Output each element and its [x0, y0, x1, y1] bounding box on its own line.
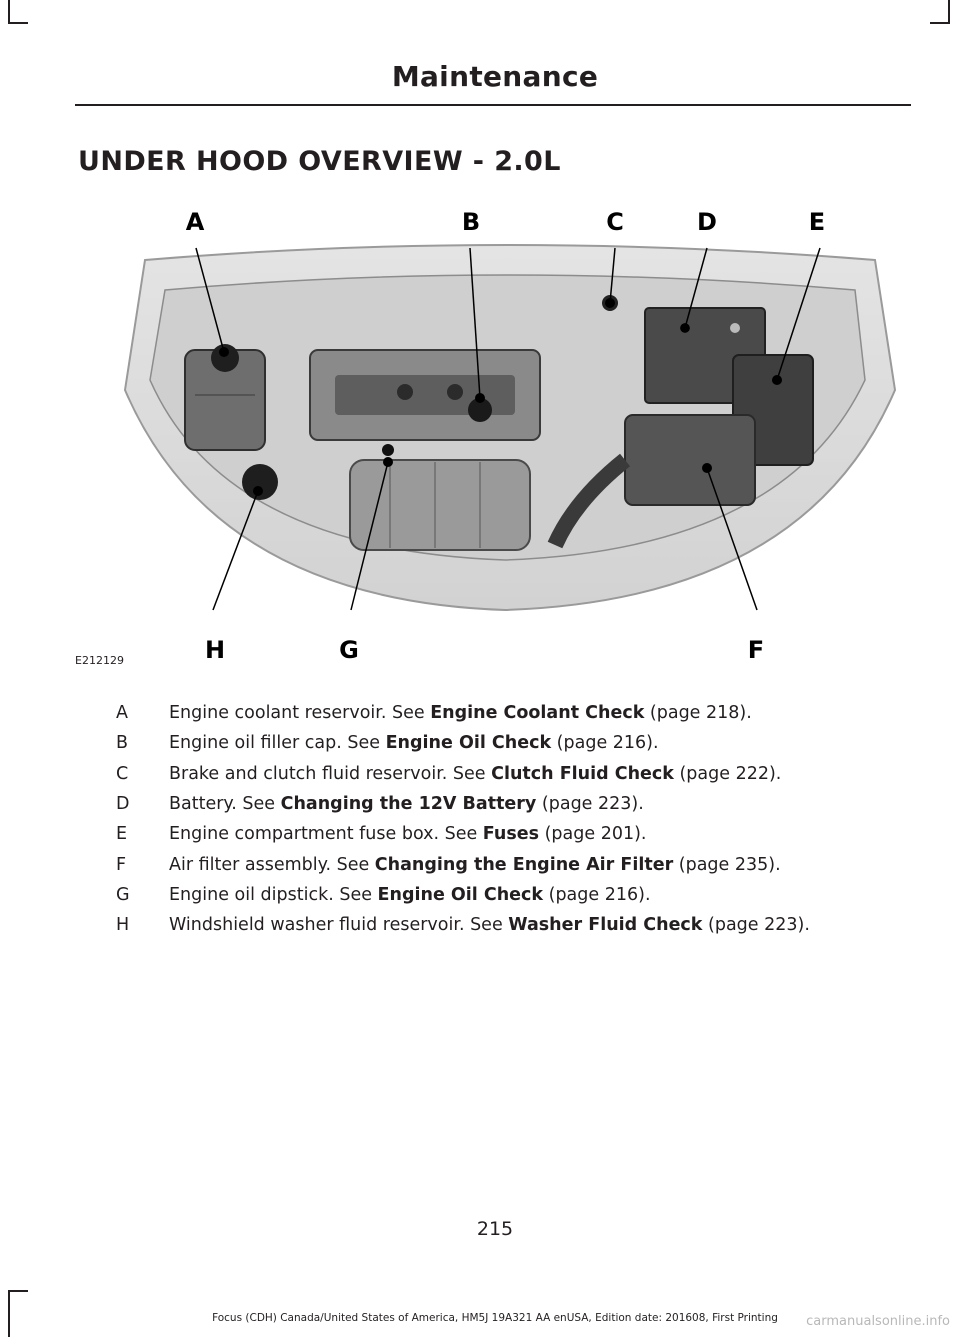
legend-text: Windshield washer fluid reservoir. See Washer Fluid Check (page 223). — [169, 915, 810, 936]
legend-row — [108, 880, 908, 910]
legend-row — [108, 728, 908, 758]
crop-mark — [8, 1290, 28, 1292]
callout-letter-c: C — [606, 208, 624, 236]
legend-letter: F — [116, 854, 127, 875]
crop-mark — [948, 0, 950, 24]
legend-row — [108, 819, 908, 849]
legend-letter: E — [116, 824, 128, 845]
cross-reference: Washer Fluid Check — [508, 915, 703, 936]
page-number: 215 — [476, 1218, 514, 1240]
legend-list — [108, 698, 908, 940]
section-title: UNDER HOOD OVERVIEW - 2.0L — [78, 146, 561, 177]
legend-letter: D — [116, 794, 130, 815]
legend-text: Engine oil dipstick. See Engine Oil Check (page 216). — [169, 884, 651, 905]
crop-mark — [8, 0, 10, 24]
legend-letter: G — [116, 884, 130, 905]
coolant-reservoir-shape — [185, 344, 265, 450]
legend-row — [108, 698, 908, 728]
crop-mark — [8, 22, 28, 24]
legend-row — [108, 759, 908, 789]
figure-id: E212129 — [75, 654, 124, 667]
callout-letter-f: F — [747, 636, 765, 664]
cross-reference: Fuses — [482, 824, 540, 845]
callout-letter-h: H — [204, 636, 226, 664]
cross-reference: Changing the Engine Air Filter — [374, 854, 674, 875]
legend-letter: B — [116, 733, 129, 754]
legend-text: Engine coolant reservoir. See Engine Coolant Check (page 218). — [169, 703, 752, 724]
legend-row — [108, 849, 908, 879]
legend-row — [108, 910, 908, 940]
callout-letter-e: E — [808, 208, 826, 236]
legend-letter: H — [116, 915, 130, 936]
callout-letter-b: B — [461, 208, 481, 236]
footer-text: Focus (CDH) Canada/United States of America, HM5J 19A321 AA enUSA, Edition date: 201608, First Printing — [212, 1312, 778, 1324]
cross-reference: Engine Oil Check — [385, 733, 552, 754]
legend-text: Engine oil filler cap. See Engine Oil Check (page 216). — [169, 733, 659, 754]
callout-letter-d: D — [697, 208, 717, 236]
cross-reference: Engine Oil Check — [377, 884, 544, 905]
header-divider — [75, 104, 911, 106]
cross-reference: Engine Coolant Check — [430, 703, 645, 724]
legend-text: Battery. See Changing the 12V Battery (page 223). — [169, 794, 644, 815]
cross-reference: Changing the 12V Battery — [280, 794, 537, 815]
watermark: carmanualsonline.info — [806, 1314, 950, 1329]
cross-reference: Clutch Fluid Check — [491, 763, 674, 784]
page-header-title: Maintenance — [391, 60, 599, 93]
legend-text: Engine compartment fuse box. See Fuses (page 201). — [169, 824, 647, 845]
legend-row — [108, 789, 908, 819]
crop-mark — [930, 22, 950, 24]
callout-letter-g: G — [339, 636, 359, 664]
engine-bay-illustration — [105, 200, 915, 670]
legend-letter: C — [116, 763, 129, 784]
legend-text: Air filter assembly. See Changing the Engine Air Filter (page 235). — [169, 854, 781, 875]
legend-text: Brake and clutch fluid reservoir. See Clutch Fluid Check (page 222). — [169, 763, 782, 784]
legend-letter: A — [116, 703, 128, 724]
callout-letter-a: A — [185, 208, 205, 236]
